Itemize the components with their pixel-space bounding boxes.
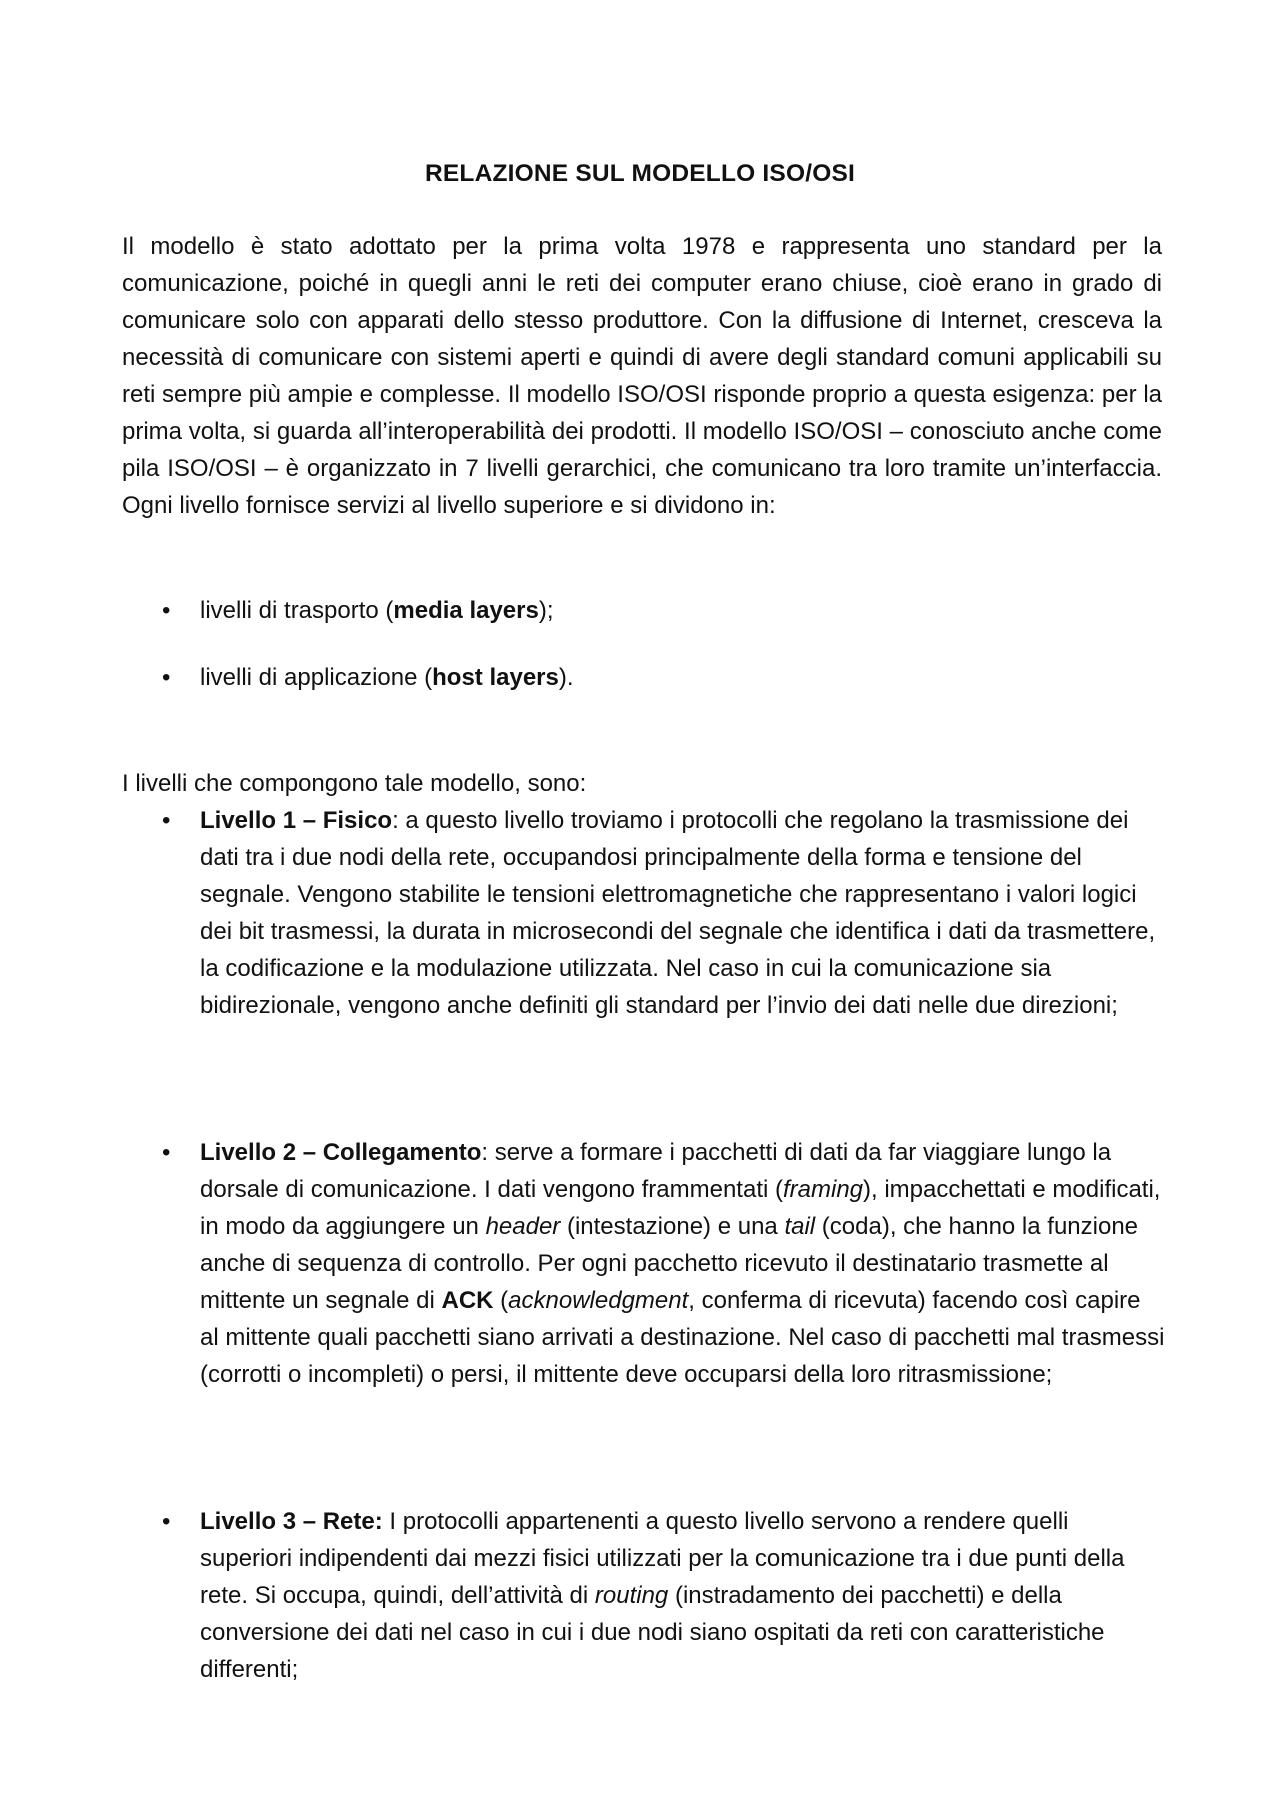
bullet-icon: • <box>162 1508 171 1535</box>
bullet-icon: • <box>162 597 171 624</box>
bullet-icon: • <box>162 807 171 834</box>
bullet-icon: • <box>162 1139 171 1166</box>
level-2-heading: Livello 2 – Collegamento <box>200 1139 482 1166</box>
level-1-heading: Livello 1 – Fisico <box>200 807 393 834</box>
list-item-text: livelli di trasporto (media layers); <box>200 597 554 624</box>
level-3-text: Livello 3 – Rete: I protocolli appartenenti a questo livello servono a rendere quelli superiori indipendenti dai mezzi fisici utilizzati per la comunicazione tra i due punti della rete. Si occupa, quindi, dell’attività di routing (instradamento dei pacchetti) e della conversione dei dati nel caso in cui i due nodi siano ospitati da reti con caratteristiche differenti; <box>200 1508 1125 1683</box>
level-2-text: Livello 2 – Collegamento: serve a formare i pacchetti di dati da far viaggiare lungo la dorsale di comunicazione. I dati vengono frammentati (framing), impacchettati e modificati, in modo da aggiungere un header (intestazione) e una tail (coda), che hanno la funzione anche di sequenza di controllo. Per ogni pacchetto ricevuto il destinatario trasmette al mittente un segnale di ACK (acknowledgment, conferma di ricevuta) facendo così capire al mittente quali pacchetti siano arrivati a destinazione. Nel caso di pacchetti mal trasmessi (corrotti o incompleti) o persi, il mittente deve occuparsi della loro ritrasmissione; <box>200 1139 1165 1388</box>
intro-paragraph: Il modello è stato adottato per la prima volta 1978 e rappresenta uno standard per la comunicazione, poiché in quegli anni le reti dei computer erano chiuse, cioè erano in grado di comunicare solo con apparati dello stesso produttore. Con la diffusione di Internet, cresceva la necessità di comunicare con sistemi aperti e quindi di avere degli standard comuni applicabili su reti sempre più ampie e complesse. Il modello ISO/OSI risponde proprio a questa esigenza: per la prima volta, si guarda all’interoperabilità dei prodotti. Il modello ISO/OSI – conosciuto anche come pila ISO/OSI – è organizzato in 7 livelli gerarchici, che comunicano tra loro tramite un’interfaccia. Ogni livello fornisce servizi al livello superiore e si dividono in: <box>122 233 1162 519</box>
level-3-heading: Livello 3 – Rete: <box>200 1508 383 1535</box>
document-title: RELAZIONE SUL MODELLO ISO/OSI <box>424 160 856 187</box>
bullet-icon: • <box>162 664 171 691</box>
list-item-text: livelli di applicazione (host layers). <box>200 664 574 691</box>
level-1-text: Livello 1 – Fisico: a questo livello troviamo i protocolli che regolano la trasmissione dei dati tra i due nodi della rete, occupandosi principalmente della forma e tensione del segnale. Vengono stabilite le tensioni elettromagnetiche che rappresentano i valori logici dei bit trasmessi, la durata in microsecondi del segnale che identifica i dati da trasmettere, la codificazione e la modulazione utilizzata. Nel caso in cui la comunicazione sia bidirezionale, vengono anche definiti gli standard per l’invio dei dati nelle due direzioni; <box>200 807 1156 1019</box>
levels-intro: I livelli che compongono tale modello, sono: <box>122 770 587 797</box>
